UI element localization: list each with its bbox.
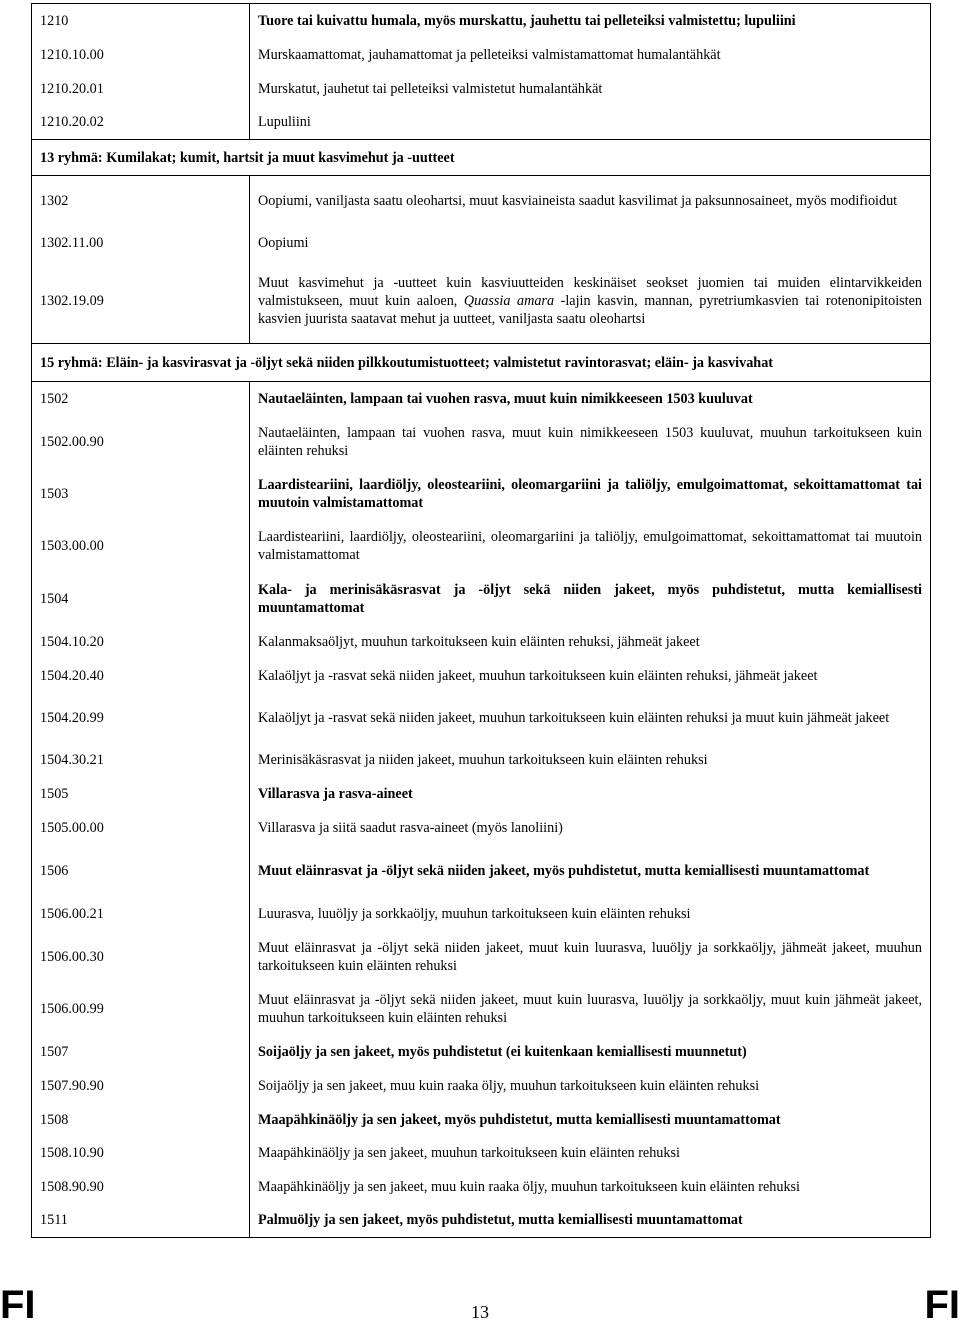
description: Muut eläinrasvat ja -öljyt sekä niiden jakeet, muut kuin luurasva, luuöljy ja sorkkaöljy, muut kuin jähmeät jakeet, muuhun tarkoitukseen kuin eläinten rehuksi	[250, 983, 931, 1035]
heading-row	[32, 468, 931, 520]
description: Kala- ja merinisäkäsrasvat ja -öljyt sekä niiden jakeet, myös puhdistetut, mutta kemiallisesti muuntamattomat	[250, 572, 931, 626]
cn-code: 1504.30.21	[32, 744, 250, 777]
cn-code: 1508.90.90	[32, 1170, 250, 1204]
cn-code: 1504.20.40	[32, 659, 250, 693]
cn-code: 1506.00.21	[32, 897, 250, 931]
cn-code: 1502.00.90	[32, 416, 250, 468]
cn-code: 1503	[32, 468, 250, 520]
cn-code: 1508.10.90	[32, 1137, 250, 1170]
description: Soijaöljy ja sen jakeet, muu kuin raaka öljy, muuhun tarkoitukseen kuin eläinten rehuksi	[250, 1069, 931, 1103]
description: Merinisäkäsrasvat ja niiden jakeet, muuhun tarkoitukseen kuin eläinten rehuksi	[250, 744, 931, 777]
heading-row	[32, 382, 931, 416]
cn-code: 1210	[32, 4, 250, 38]
chapter-heading-row	[32, 344, 931, 382]
description: Tuore tai kuivattu humala, myös murskattu, jauhettu tai pelleteiksi valmistettu; lupuliini	[250, 4, 931, 38]
description: Nautaeläinten, lampaan tai vuohen rasva, muut kuin nimikkeeseen 1503 kuuluvat	[250, 382, 931, 416]
cn-code: 1210.20.01	[32, 72, 250, 106]
cn-code: 1508	[32, 1103, 250, 1137]
subheading-row	[32, 106, 931, 140]
chapter-heading: 15 ryhmä: Eläin- ja kasvirasvat ja -öljyt sekä niiden pilkkoutumistuotteet; valmistetut ravintorasvat; eläin- ja kasvivahat	[32, 344, 931, 382]
chapter-heading-row	[32, 140, 931, 176]
subheading-row	[32, 626, 931, 659]
description: Lupuliini	[250, 106, 931, 140]
heading-row	[32, 4, 931, 38]
cn-code: 1502	[32, 382, 250, 416]
subheading-row	[32, 1170, 931, 1204]
subheading-row	[32, 1069, 931, 1103]
cn-code: 1504.10.20	[32, 626, 250, 659]
subheading-row	[32, 1137, 931, 1170]
subheading-row	[32, 811, 931, 845]
cn-code: 1302.19.09	[32, 260, 250, 344]
heading-row	[32, 845, 931, 897]
heading-row	[32, 1204, 931, 1238]
cn-code: 1506.00.99	[32, 983, 250, 1035]
subheading-row	[32, 38, 931, 72]
description: Maapähkinäöljy ja sen jakeet, myös puhdistetut, mutta kemiallisesti muuntamattomat	[250, 1103, 931, 1137]
description: Laardisteariini, laardiöljy, oleosteariini, oleomargariini ja taliöljy, emulgoimattomat, sekoittamattomat tai muutoin valmistamattomat	[250, 520, 931, 572]
cn-code: 1504	[32, 572, 250, 626]
subheading-row	[32, 520, 931, 572]
tariff-table-body	[32, 4, 931, 1238]
subheading-row	[32, 659, 931, 693]
cn-code: 1503.00.00	[32, 520, 250, 572]
cn-code: 1507	[32, 1035, 250, 1069]
heading-row	[32, 1103, 931, 1137]
subheading-row	[32, 72, 931, 106]
cn-code: 1506.00.30	[32, 931, 250, 983]
description: Luurasva, luuöljy ja sorkkaöljy, muuhun tarkoitukseen kuin eläinten rehuksi	[250, 897, 931, 931]
cn-code: 1505.00.00	[32, 811, 250, 845]
cn-code: 1507.90.90	[32, 1069, 250, 1103]
cn-code: 1511	[32, 1204, 250, 1238]
description: Kalaöljyt ja -rasvat sekä niiden jakeet, muuhun tarkoitukseen kuin eläinten rehuksi, jähmeät jakeet	[250, 659, 931, 693]
description: Maapähkinäöljy ja sen jakeet, muu kuin raaka öljy, muuhun tarkoitukseen kuin eläinten rehuksi	[250, 1170, 931, 1204]
description-text: Muut kasvimehut ja -uutteet kuin kasviuutteiden keskinäiset seokset juomien tai muiden elintarvikkeiden valmistukseen, muut kuin aaloen,	[258, 275, 922, 310]
cn-code: 1504.20.99	[32, 693, 250, 744]
description: Muut eläinrasvat ja -öljyt sekä niiden jakeet, muut kuin luurasva, luuöljy ja sorkkaöljy, jähmeät jakeet, muuhun tarkoitukseen kuin eläinten rehuksi	[250, 931, 931, 983]
description: Laardisteariini, laardiöljy, oleosteariini, oleomargariini ja taliöljy, emulgoimattomat, sekoittamattomat tai muutoin valmistamattomat	[250, 468, 931, 520]
page-number: 13	[471, 1302, 489, 1322]
cn-code: 1505	[32, 777, 250, 811]
subheading-row	[32, 176, 931, 226]
footer-fi-right: FI	[924, 1283, 960, 1327]
description	[250, 260, 931, 344]
description: Villarasva ja siitä saadut rasva-aineet (myös lanoliini)	[250, 811, 931, 845]
description: Murskatut, jauhetut tai pelleteiksi valmistetut humalantähkät	[250, 72, 931, 106]
chapter-heading: 13 ryhmä: Kumilakat; kumit, hartsit ja muut kasvimehut ja -uutteet	[32, 140, 931, 176]
description: Oopiumi	[250, 226, 931, 260]
description: Maapähkinäöljy ja sen jakeet, muuhun tarkoitukseen kuin eläinten rehuksi	[250, 1137, 931, 1170]
cn-code: 1302	[32, 176, 250, 226]
heading-row	[32, 1035, 931, 1069]
description-text: -lajin kasvin, mannan, pyretriumkasvien tai rotenonipitoisten kasvien juurista saatavat mehut ja uutteet, vaniljasta saatu oleohartsi	[258, 293, 923, 328]
subheading-row	[32, 744, 931, 777]
description: Muut eläinrasvat ja -öljyt sekä niiden jakeet, myös puhdistetut, mutta kemiallisesti muuntamattomat	[250, 845, 931, 897]
cn-code: 1210.20.02	[32, 106, 250, 140]
footer-fi-left: FI	[0, 1283, 36, 1327]
heading-row	[32, 777, 931, 811]
description: Soijaöljy ja sen jakeet, myös puhdistetut (ei kuitenkaan kemiallisesti muunnetut)	[250, 1035, 931, 1069]
species-name: Quassia amara	[463, 293, 555, 310]
subheading-row	[32, 983, 931, 1035]
subheading-row	[32, 931, 931, 983]
description: Kalanmaksaöljyt, muuhun tarkoitukseen kuin eläinten rehuksi, jähmeät jakeet	[250, 626, 931, 659]
description: Murskaamattomat, jauhamattomat ja pelleteiksi valmistamattomat humalantähkät	[250, 38, 931, 72]
description: Oopiumi, vaniljasta saatu oleohartsi, muut kasviaineista saadut kasvilimat ja paksunnosaineet, myös modifioidut	[250, 176, 931, 226]
cn-code: 1302.11.00	[32, 226, 250, 260]
description: Kalaöljyt ja -rasvat sekä niiden jakeet, muuhun tarkoitukseen kuin eläinten rehuksi ja muut kuin jähmeät jakeet	[250, 693, 931, 744]
description: Palmuöljy ja sen jakeet, myös puhdistetut, mutta kemiallisesti muuntamattomat	[250, 1204, 931, 1238]
subheading-row	[32, 260, 931, 344]
subheading-row	[32, 693, 931, 744]
tariff-table	[31, 3, 931, 1238]
subheading-row	[32, 897, 931, 931]
description: Nautaeläinten, lampaan tai vuohen rasva, muut kuin nimikkeeseen 1503 kuuluvat, muuhun tarkoitukseen kuin eläinten rehuksi	[250, 416, 931, 468]
subheading-row	[32, 226, 931, 260]
description: Villarasva ja rasva-aineet	[250, 777, 931, 811]
subheading-row	[32, 416, 931, 468]
cn-code: 1506	[32, 845, 250, 897]
cn-code: 1210.10.00	[32, 38, 250, 72]
heading-row	[32, 572, 931, 626]
